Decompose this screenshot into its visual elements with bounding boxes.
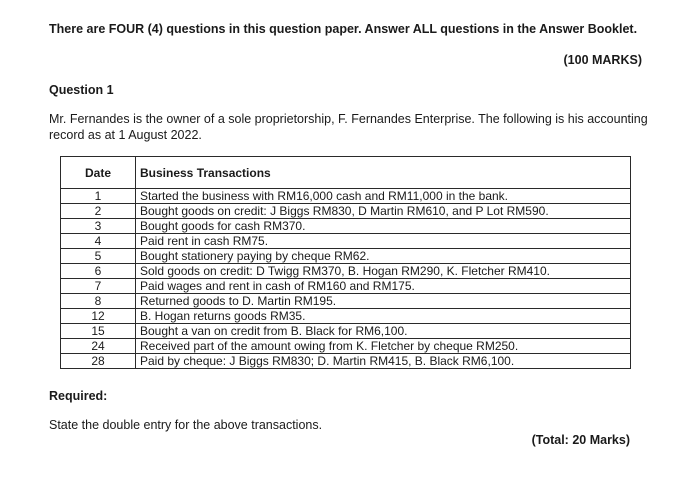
table-row <box>61 324 631 339</box>
question-total-marks: (Total: 20 Marks) <box>531 433 630 447</box>
table-row <box>61 339 631 354</box>
row-transaction: Sold goods on credit: D Twigg RM370, B. Hogan RM290, K. Fletcher RM410. <box>136 264 631 279</box>
question-title: Question 1 <box>49 83 114 97</box>
row-transaction: Received part of the amount owing from K. Fletcher by cheque RM250. <box>136 339 631 354</box>
row-date: 2 <box>61 204 136 219</box>
task-instruction: State the double entry for the above transactions. <box>49 418 323 432</box>
row-transaction: Paid wages and rent in cash of RM160 and RM175. <box>136 279 631 294</box>
row-date: 15 <box>61 324 136 339</box>
table-row <box>61 219 631 234</box>
exam-instructions: There are FOUR (4) questions in this question paper. Answer ALL questions in the Answer Booklet. <box>49 22 638 36</box>
table-row <box>61 279 631 294</box>
row-transaction: Bought a van on credit from B. Black for RM6,100. <box>136 324 631 339</box>
row-date: 4 <box>61 234 136 249</box>
table-row <box>61 309 631 324</box>
date-column-header: Date <box>61 157 136 189</box>
table-header-row <box>61 157 631 189</box>
row-date: 7 <box>61 279 136 294</box>
row-transaction: B. Hogan returns goods RM35. <box>136 309 631 324</box>
row-transaction: Paid rent in cash RM75. <box>136 234 631 249</box>
row-date: 5 <box>61 249 136 264</box>
row-transaction: Started the business with RM16,000 cash and RM11,000 in the bank. <box>136 189 631 204</box>
row-transaction: Paid by cheque: J Biggs RM830; D. Martin RM415, B. Black RM6,100. <box>136 354 631 369</box>
table-row <box>61 189 631 204</box>
table-row <box>61 249 631 264</box>
row-date: 1 <box>61 189 136 204</box>
row-transaction: Returned goods to D. Martin RM195. <box>136 294 631 309</box>
row-transaction: Bought goods for cash RM370. <box>136 219 631 234</box>
row-date: 24 <box>61 339 136 354</box>
table-row <box>61 264 631 279</box>
row-date: 28 <box>61 354 136 369</box>
transactions-column-header: Business Transactions <box>136 157 631 189</box>
row-date: 12 <box>61 309 136 324</box>
row-transaction: Bought goods on credit: J Biggs RM830, D Martin RM610, and P Lot RM590. <box>136 204 631 219</box>
question-text: Mr. Fernandes is the owner of a sole proprietorship, F. Fernandes Enterprise. The following is his accounting record as at 1 August 2022. <box>49 112 648 142</box>
table-row <box>61 204 631 219</box>
table-row <box>61 294 631 309</box>
row-date: 8 <box>61 294 136 309</box>
required-heading: Required: <box>49 389 108 403</box>
total-marks-label: (100 MARKS) <box>563 53 642 67</box>
table-row <box>61 354 631 369</box>
row-date: 3 <box>61 219 136 234</box>
transactions-table <box>60 156 631 369</box>
table-row <box>61 234 631 249</box>
row-date: 6 <box>61 264 136 279</box>
row-transaction: Bought stationery paying by cheque RM62. <box>136 249 631 264</box>
